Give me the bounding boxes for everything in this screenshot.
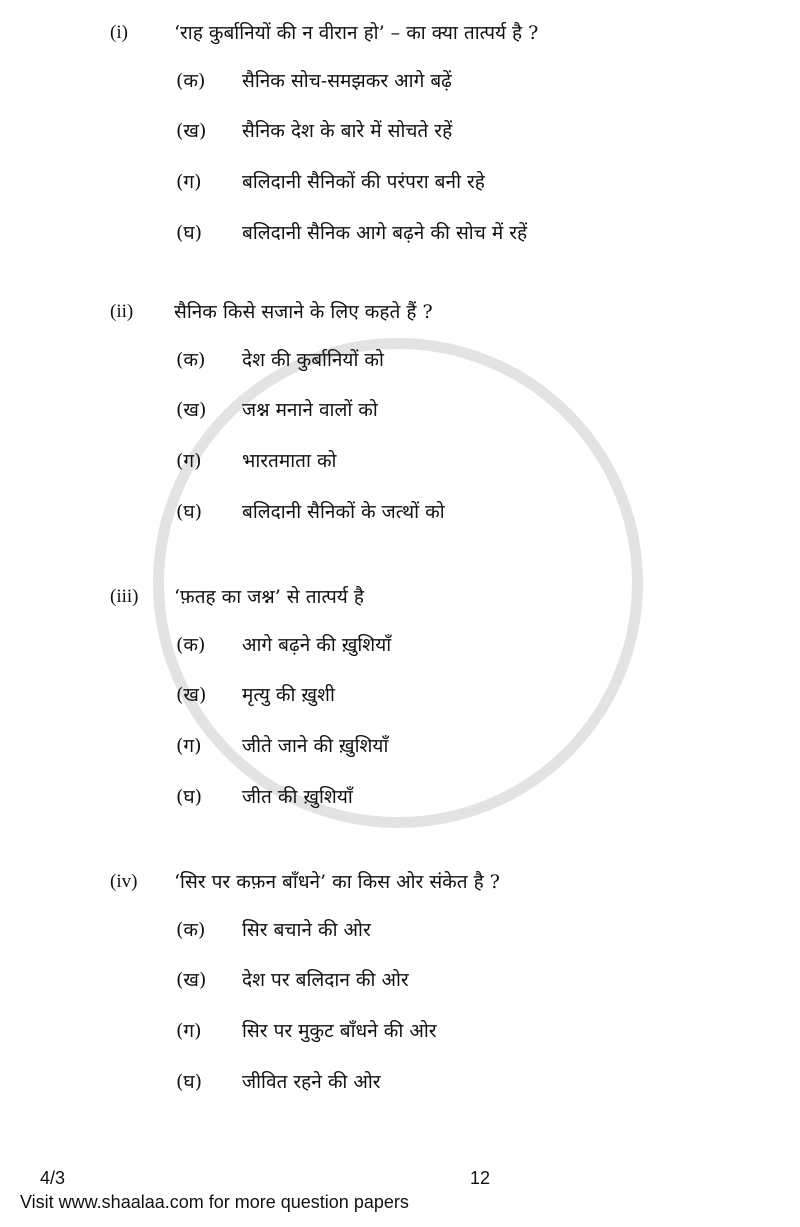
- answer-option: [0, 347, 800, 387]
- option-label: (ख): [176, 684, 207, 707]
- answer-option: [0, 733, 800, 773]
- option-text: आगे बढ़ने की ख़ुशियाँ: [242, 633, 392, 656]
- option-text: मृत्यु की ख़ुशी: [242, 684, 335, 707]
- page-number: 12: [470, 1168, 491, 1188]
- answer-option: [0, 169, 800, 209]
- option-label: (ख): [176, 399, 207, 422]
- answer-option: [0, 1069, 800, 1109]
- option-label: (ख): [176, 120, 207, 143]
- answer-option: [0, 682, 800, 722]
- answer-option: [0, 397, 800, 437]
- question-number: (ii): [110, 301, 134, 322]
- question-text: सैनिक किसे सजाने के लिए कहते हैं ?: [174, 301, 433, 323]
- option-label: (क): [176, 348, 206, 371]
- option-text: जश्न मनाने वालों को: [242, 399, 378, 422]
- answer-option: [0, 499, 800, 539]
- option-text: देश की कुर्बानियों को: [242, 348, 384, 371]
- option-text: बलिदानी सैनिकों के जत्थों को: [242, 500, 445, 523]
- footer-visit-text: Visit www.shaalaa.com for more question papers: [20, 1192, 409, 1212]
- option-text: देश पर बलिदान की ओर: [242, 969, 409, 992]
- option-text: सिर बचाने की ओर: [242, 918, 371, 941]
- option-label: (ग): [176, 171, 202, 194]
- question-number: (iii): [110, 586, 139, 607]
- option-label: (ग): [176, 735, 202, 758]
- option-label: (क): [176, 69, 206, 92]
- option-text: जीवित रहने की ओर: [242, 1070, 381, 1093]
- answer-option: [0, 917, 800, 957]
- question-text: ‘सिर पर कफ़न बाँधने’ का किस ओर संकेत है ?: [174, 871, 500, 893]
- answer-option: [0, 784, 800, 824]
- option-label: (क): [176, 918, 206, 941]
- option-label: (घ): [176, 500, 203, 523]
- option-text: जीत की ख़ुशियाँ: [242, 785, 353, 808]
- question-number: (iv): [110, 871, 138, 892]
- option-text: सैनिक सोच-समझकर आगे बढ़ें: [242, 69, 452, 92]
- option-text: बलिदानी सैनिकों की परंपरा बनी रहे: [242, 171, 485, 194]
- answer-option: [0, 1018, 800, 1058]
- question-text: ‘राह कुर्बानियों की न वीरान हो’ – का क्या तात्पर्य है ?: [174, 22, 539, 44]
- option-label: (ग): [176, 450, 202, 473]
- answer-option: [0, 448, 800, 488]
- option-text: सैनिक देश के बारे में सोचते रहें: [242, 120, 453, 143]
- answer-option: [0, 632, 800, 672]
- answer-option: [0, 68, 800, 108]
- option-label: (घ): [176, 785, 203, 808]
- option-text: जीते जाने की ख़ुशियाँ: [242, 735, 389, 758]
- answer-option: [0, 967, 800, 1007]
- option-text: सिर पर मुकुट बाँधने की ओर: [242, 1020, 437, 1043]
- option-text: भारतमाता को: [242, 450, 337, 473]
- option-text: बलिदानी सैनिक आगे बढ़ने की सोच में रहें: [242, 221, 528, 244]
- option-label: (ख): [176, 969, 207, 992]
- question-text: ‘फ़तह का जश्न’ से तात्पर्य है: [174, 586, 364, 608]
- option-label: (क): [176, 633, 206, 656]
- answer-option: [0, 118, 800, 158]
- paper-code: 4/3: [40, 1168, 66, 1188]
- option-label: (घ): [176, 1070, 203, 1093]
- option-label: (ग): [176, 1020, 202, 1043]
- question-number: (i): [110, 22, 128, 43]
- option-label: (घ): [176, 221, 203, 244]
- answer-option: [0, 220, 800, 260]
